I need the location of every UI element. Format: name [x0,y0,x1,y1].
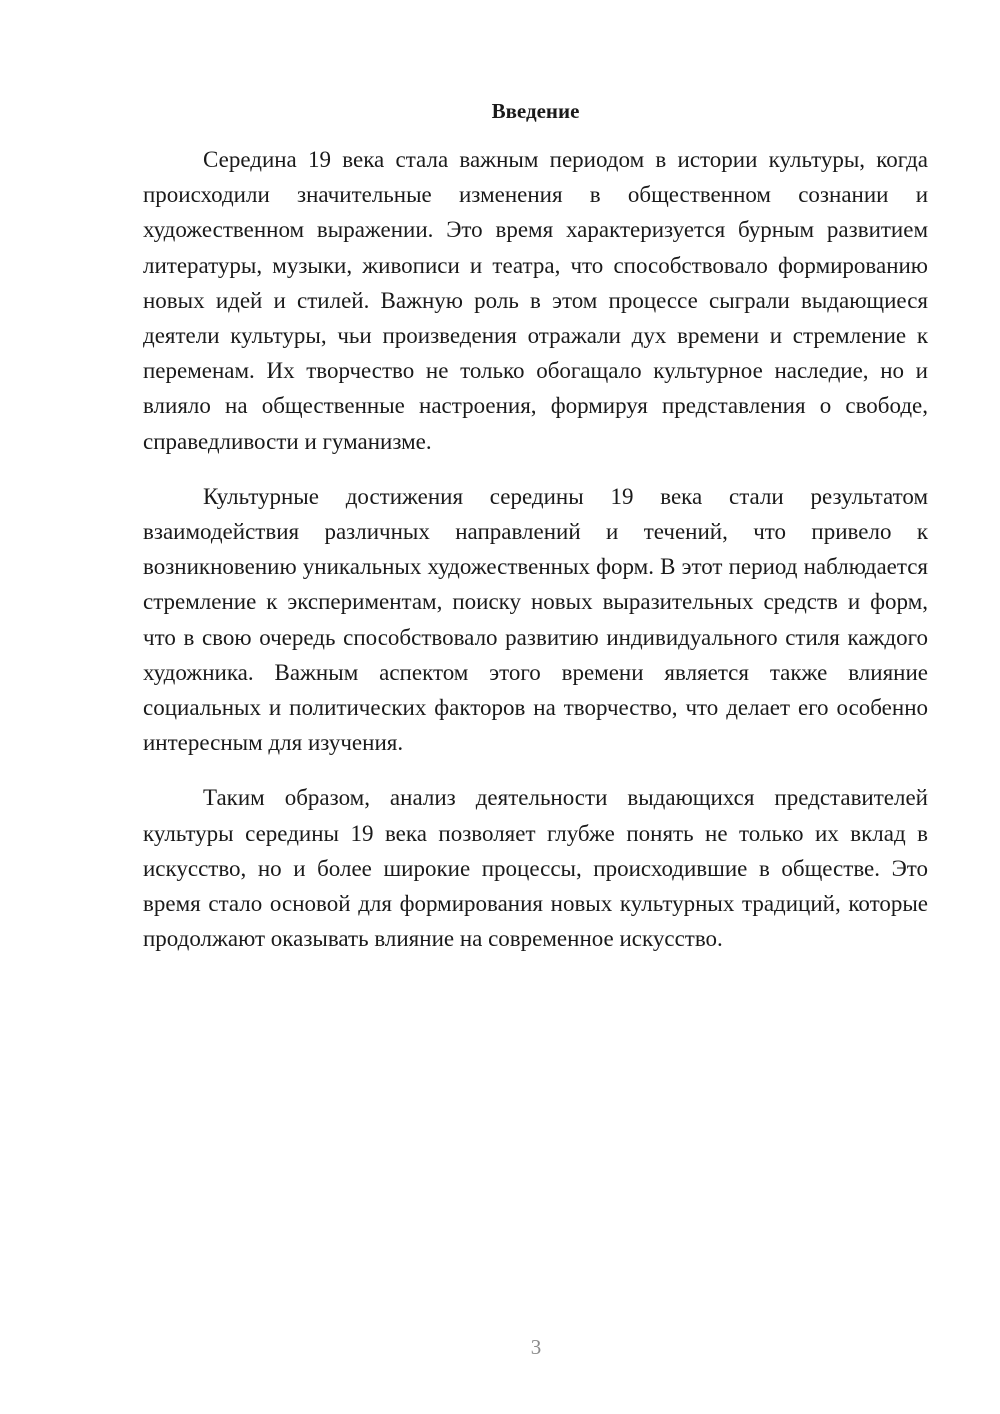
paragraph-1: Середина 19 века стала важным периодом в истории культуры, когда происходили значительные изменения в общественном сознании и художественном выражении. Это время характеризуется бурным развитием литературы, музыки, живописи и театра, что способствовало формированию новых идей и стилей. Важную роль в этом процессе сыграли выдающиеся деятели культуры, чьи произведения отражали дух времени и стремление к переменам. Их творчество не только обогащало культурное наследие, но и влияло на общественные настроения, формируя представления о свободе, справедливости и гуманизме. [143,147,928,454]
paragraph-3: Таким образом, анализ деятельности выдающихся представителей культуры середины 19 века позволяет глубже понять не только их вклад в искусство, но и более широкие процессы, происходившие в обществе. Это время стало основой для формирования новых культурных традиций, которые продолжают оказывать влияние на современное искусство. [143,785,928,952]
page-number: 3 [530,1335,542,1359]
paragraph-2: Культурные достижения середины 19 века стали результатом взаимодействия различных направлений и течений, что привело к возникновению уникальных художественных форм. В этот период наблюдается стремление к экспериментам, поиску новых выразительных средств и форм, что в свою очередь способствовало развитию индивидуального стиля каждого художника. Важным аспектом этого времени является также влияние социальных и политических факторов на творчество, что делает его особенно интересным для изучения. [143,483,928,756]
body-text [143,142,928,976]
page-heading: Введение [491,99,580,123]
